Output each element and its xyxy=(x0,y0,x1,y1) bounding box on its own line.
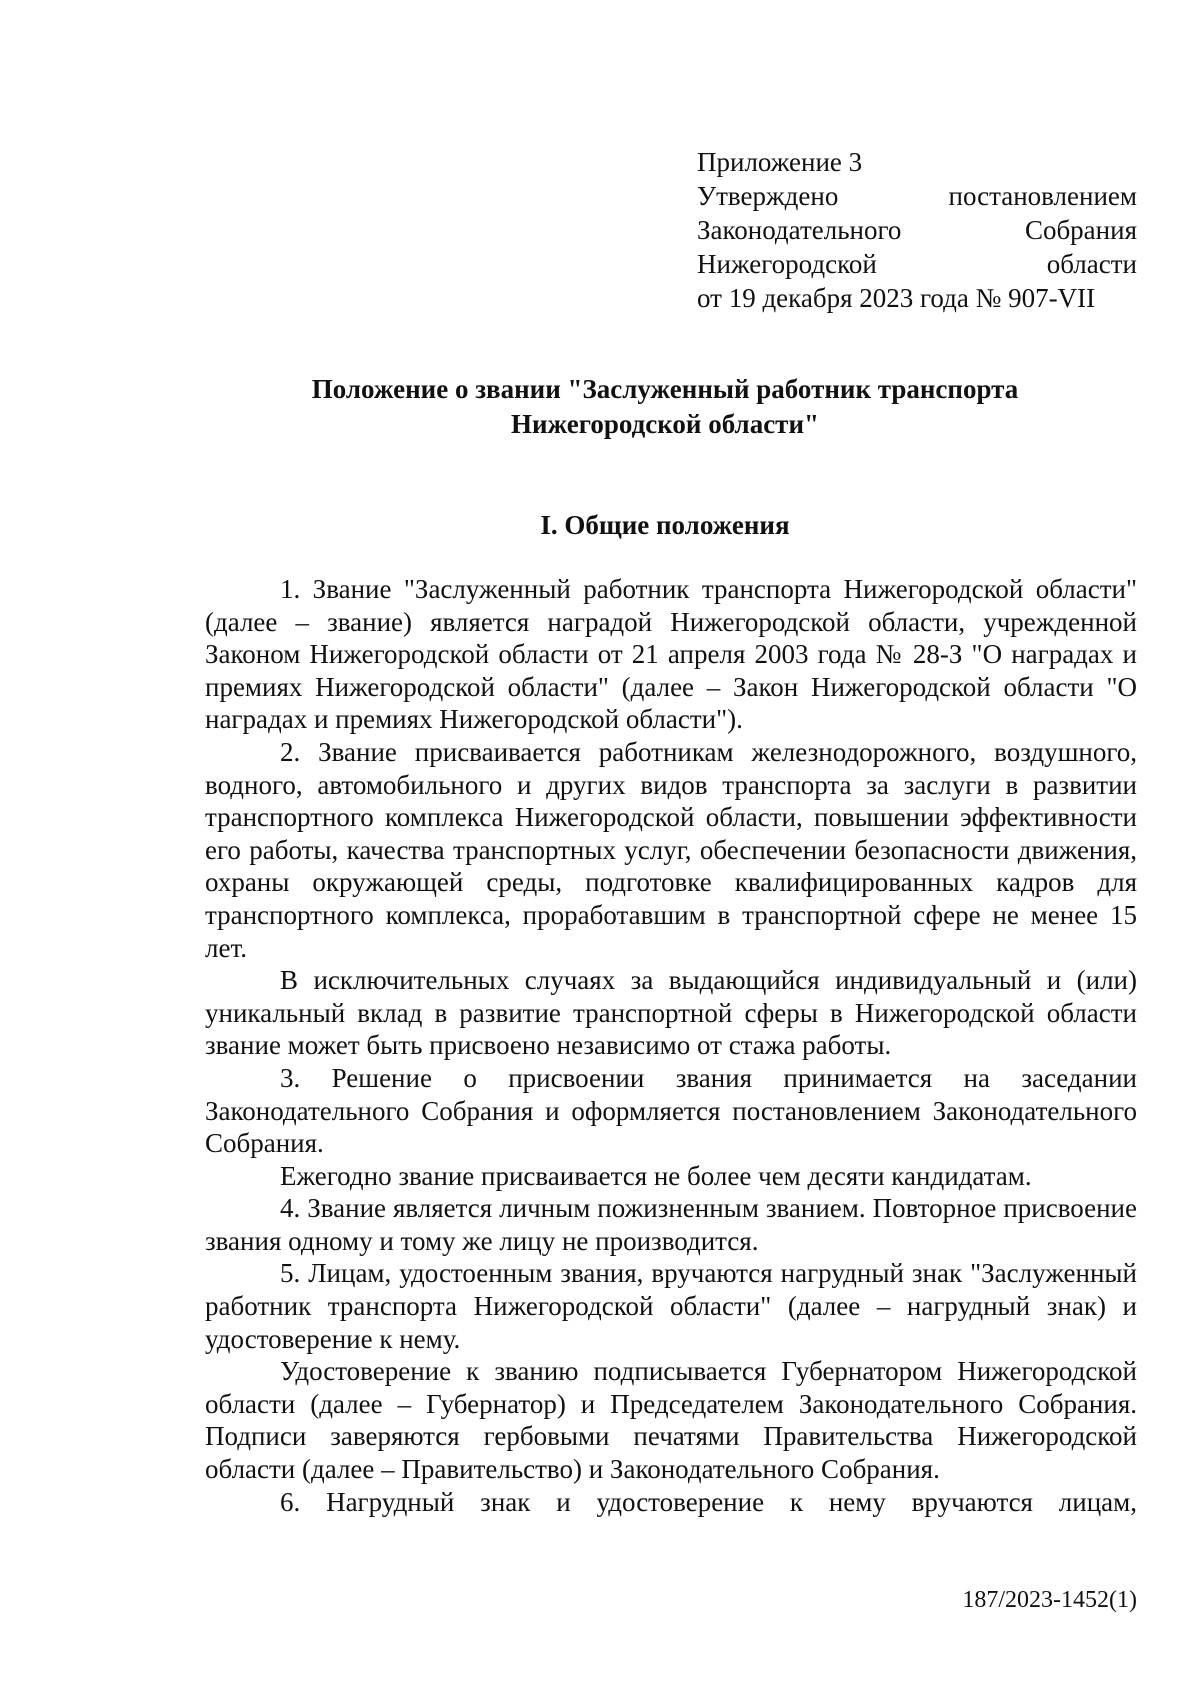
paragraph: 6. Нагрудный знак и удостоверение к нему вручаются лицам, xyxy=(280,1486,1137,1517)
paragraph: 4. Звание является личным пожизненным званием. Повторное присвоение звания одному и тому же лицу не производится. xyxy=(205,1193,1137,1256)
region-word: области xyxy=(1046,249,1137,279)
approval-date-line: от 19 декабря 2023 года № 907-VII xyxy=(697,283,1096,313)
title-line-1: Положение о звании "Заслуженный работник транспорта xyxy=(311,374,1019,404)
resolution-word: постановлением xyxy=(948,181,1137,211)
approval-line-1 xyxy=(697,179,1137,213)
paragraph: 2. Звание присваивается работникам железнодорожного, воздушного, водного, автомобильного и других видов транспорта за заслуги в развитии транспортного комплекса Нижегородской области, повышении эффективности его работы, качества транспортных услуг, обеспечении безопасности движения, охраны окружающей среды, подготовке квалифицированных кадров для транспортного комплекса, проработавшим в транспортной сфере не менее 15 лет. xyxy=(205,736,1137,963)
approval-block xyxy=(697,145,1137,315)
paragraph: Ежегодно звание присваивается не более чем десяти кандидатам. xyxy=(280,1160,1032,1191)
paragraph: В исключительных случаях за выдающийся индивидуальный и (или) уникальный вклад в развитие транспортной сферы в Нижегородской области звание может быть присвоено независимо от стажа работы. xyxy=(205,965,1137,1061)
paragraph: Удостоверение к званию подписывается Губернатором Нижегородской области (далее – Губернатор) и Председателем Законодательного Собрания. Подписи заверяются гербовыми печатями Правительства Нижегородской области (далее – Правительство) и Законодательного Собрания. xyxy=(205,1356,1137,1485)
approval-line-3 xyxy=(697,247,1137,281)
appendix-label: Приложение 3 xyxy=(697,147,863,177)
document-title xyxy=(200,372,1130,442)
title-line-2: Нижегородской области" xyxy=(510,409,819,439)
section-heading: I. Общие положения xyxy=(540,510,790,540)
assembly-word: Собрания xyxy=(1024,215,1137,245)
body-text xyxy=(205,573,1137,1518)
paragraph: 5. Лицам, удостоенным звания, вручаются нагрудный знак "Заслуженный работник транспорта Нижегородской области" (далее – нагрудный знак) и удостоверение к нему. xyxy=(205,1258,1137,1354)
paragraph: 1. Звание "Заслуженный работник транспорта Нижегородской области" (далее – звание) является наградой Нижегородской области, учрежденной Законом Нижегородской области от 21 апреля 2003 года № 28-З "О наградах и премиях Нижегородской области" (далее – Закон Нижегородской области "О наградах и премиях Нижегородской области"). xyxy=(205,574,1137,735)
approval-line-2 xyxy=(697,213,1137,247)
legislative-word: Законодательного xyxy=(697,215,902,245)
document-number: 187/2023-1452(1) xyxy=(962,1587,1137,1613)
paragraph: 3. Решение о присвоении звания принимается на заседании Законодательного Собрания и оформляется постановлением Законодательного Собрания. xyxy=(205,1062,1137,1159)
nizhny-word: Нижегородской xyxy=(697,249,877,279)
approved-word: Утверждено xyxy=(697,181,839,211)
